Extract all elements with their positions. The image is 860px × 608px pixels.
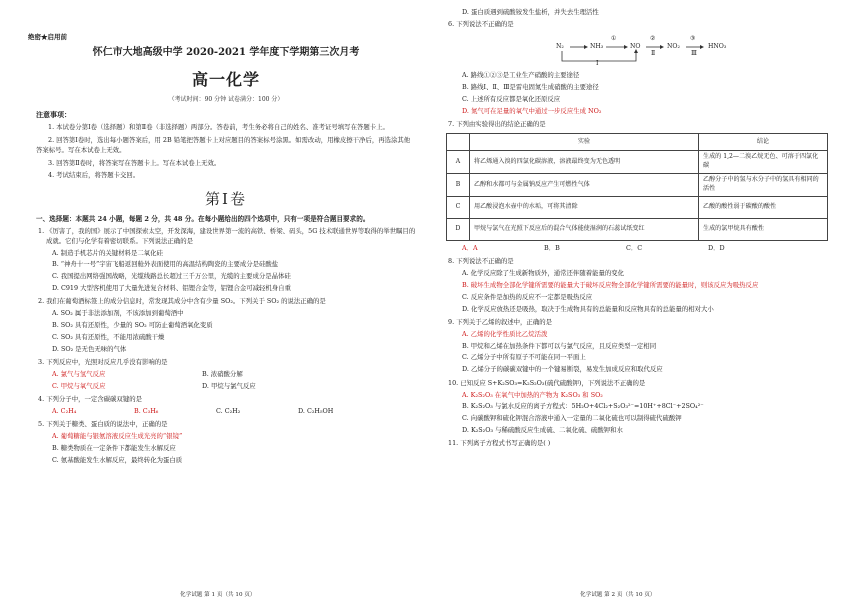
option-a: A．A bbox=[462, 243, 478, 252]
roman3-label: Ⅲ bbox=[691, 50, 697, 58]
question-2 bbox=[36, 297, 416, 354]
option-c: C．C bbox=[626, 243, 643, 252]
nh3-label: NH₃ bbox=[590, 43, 604, 51]
question-7 bbox=[446, 120, 830, 253]
option-d: D. SO₂ 是无色无味的气体 bbox=[52, 344, 127, 353]
option-a: A. K₂S₂O₃ 在氧气中加热的产物为 K₂SO₃ 和 SO₂ bbox=[462, 390, 603, 399]
question-5 bbox=[36, 420, 416, 465]
option-a: A. 化学反应除了生成新物质外，通常还伴随着能量的变化 bbox=[462, 268, 625, 277]
option-c: C. 甲烷与氧气反应 bbox=[52, 381, 106, 390]
question-10 bbox=[446, 379, 830, 436]
option-b: B. C₃H₆ bbox=[134, 407, 159, 416]
option-b: B. K₂S₂O₃ 与氯水反应的离子方程式：5H₂O+4Cl₂+S₂O₃²⁻=10H⁺+8Cl⁻+2SO₄²⁻ bbox=[462, 402, 704, 411]
table-corner bbox=[447, 134, 470, 151]
exam-title: 怀仁市大地高级中学 2020-2021 学年度下学期第三次月考 bbox=[92, 47, 360, 58]
question-stem: 9. 下列关于乙烯的叙述中，正确的是 bbox=[448, 317, 552, 326]
question-stem: 8. 下列说法不正确的是 bbox=[448, 257, 514, 266]
option-b: B. “神舟十一号”宇宙飞船返回舱外表面使用的高温结构陶瓷的主要成分是硅酸盐 bbox=[52, 260, 279, 269]
n2-label: N₂ bbox=[556, 43, 564, 51]
step3-label: ③ bbox=[690, 35, 696, 43]
no-label: NO bbox=[630, 43, 641, 51]
experiment-table bbox=[446, 133, 828, 240]
option-c: C. C₂H₂ bbox=[216, 407, 241, 416]
question-1 bbox=[36, 227, 416, 293]
option-c: C. 向碳酸钾和硫化钾混合溶液中通入一定量的二氧化硫也可以制得硫代硫酸钾 bbox=[462, 414, 682, 423]
question-stem: 4. 下列分子中，一定含碳碳双键的是 bbox=[38, 395, 142, 404]
roman2-label: Ⅱ bbox=[651, 50, 656, 58]
option-d: D. C₂H₅OH bbox=[298, 407, 334, 416]
option-c: C. 乙烯分子中所有原子不可能在同一平面上 bbox=[462, 353, 586, 362]
table-row: B 乙醇和水都可与金属钠反应产生可燃性气体 乙醇分子中的氢与水分子中的氢具有相同的活性 bbox=[447, 174, 828, 197]
table-header-experiment: 实验 bbox=[470, 134, 699, 151]
question-stem: 5. 下列关于糖类、蛋白质的说法中，正确的是 bbox=[38, 420, 168, 429]
option-a: A. 葡萄糖能与银氨溶液反应生成光亮的“银镜” bbox=[52, 432, 183, 441]
note-item: 1. 本试卷分第Ⅰ卷（选择题）和第Ⅱ卷（非选择题）两部分。答卷前，考生务必将自己的姓名、准考证号填写在答题卡上。 bbox=[48, 122, 389, 131]
question-9 bbox=[446, 318, 830, 375]
question-stem: 7. 下列由实验得出的结论正确的是 bbox=[448, 120, 546, 129]
option-a: A. 乙烯的化学性质比乙烷活泼 bbox=[462, 329, 548, 338]
question-stem: 6. 下列说法不正确的是 bbox=[448, 20, 514, 28]
option-a: A. SO₂ 属于非法添加剂，不该添加到葡萄酒中 bbox=[52, 309, 184, 318]
question-stem: 11. 下列离子方程式书写正确的是( ) bbox=[448, 439, 551, 448]
option-d: D. 乙烯分子的碳碳双键中的一个键易断裂，易发生加成反应和取代反应 bbox=[462, 365, 663, 374]
table-row: A 将乙烯通入溴的四氯化碳溶液，溶液最终变为无色透明 生成的 1,2—二溴乙烷无色、可溶于四氯化碳 bbox=[447, 151, 828, 174]
hno3-label: HNO₃ bbox=[708, 43, 727, 51]
page-footer: 化学试题 第 1 页（共 10 页） bbox=[180, 592, 256, 599]
question-stem: 1. 《厉害了，我的国》展示了中国探索太空，开发深海，建设世界第一流的高铁、桥梁、码头，5G 技术联通世界等取得的举世瞩目的成就。它们与化学有着密切联系。下列说法正确的是 bbox=[38, 227, 416, 245]
subject-title: 高一化学 bbox=[191, 69, 260, 89]
option-b: B. SO₂ 具有还原性，少量的 SO₂ 可防止葡萄酒氧化变质 bbox=[52, 321, 213, 330]
question-stem: 10. 已知反应 S+K₂SO₃=K₂S₂O₃(硫代硫酸钾)，下列说法不正确的是 bbox=[448, 378, 646, 387]
option-c: C. SO₂ 具有还原性，不能用浓硫酸干燥 bbox=[52, 333, 165, 342]
option-c: C. 上述所有反应都是氧化还原反应 bbox=[462, 95, 561, 104]
section-heading: 一、选择题：本题共 24 小题，每题 2 分，共 48 分。在每小题给出的四个选项中，只有一项是符合题目要求的。 bbox=[36, 215, 370, 224]
option-d: D. 甲烷与氯气反应 bbox=[202, 381, 256, 390]
option-b: B. 破坏生成物全部化学键所需要的能量大于破坏反应物全部化学键所需要的能量时，则该反应为吸热反应 bbox=[462, 280, 759, 289]
notes-heading: 注意事项： bbox=[36, 110, 71, 119]
page-footer: 化学试题 第 2 页（共 10 页） bbox=[580, 592, 656, 599]
option-b: B. 路线Ⅰ、Ⅱ、Ⅲ是雷电固氮生成硝酸的主要途径 bbox=[462, 83, 599, 92]
option-b: B. 浓硝酸分解 bbox=[202, 370, 243, 379]
option-c: C. 氨基酸能发生水解反应，最终转化为蛋白质 bbox=[52, 456, 183, 464]
option-a: A. 制造手机芯片的关键材料是二氧化硅 bbox=[52, 248, 163, 257]
option-d: D. K₂S₂O₃ 与稀硫酸反应生成硫、二氧化硫、硫酸钾和水 bbox=[462, 426, 623, 435]
option-d: D. C919 大型客机使用了大量先进复合材料、铝锂合金等，铝锂合金可减轻机身自重 bbox=[52, 284, 291, 293]
table-row: C 用乙酸浸泡水壶中的水垢，可将其清除 乙酸的酸性弱于碳酸的酸性 bbox=[447, 196, 828, 218]
option-d: D. 氮气可在足量的氧气中通过一步反应生成 NO₂ bbox=[462, 106, 602, 115]
table-row: D 甲烷与氯气在光照下反应后的混合气体能使湿润的石蕊试纸变红 生成的氯甲烷具有酸性 bbox=[447, 218, 828, 240]
option-a: A. 氯气与氢气反应 bbox=[52, 370, 106, 379]
option-c: C. 反应条件是加热的反应不一定都是吸热反应 bbox=[462, 292, 593, 301]
option-d: D. 化学反应放热还是吸热，取决于生成物具有的总能量和反应物具有的总能量的相对大小 bbox=[462, 304, 714, 313]
question-3 bbox=[36, 358, 416, 391]
nitrogen-scheme bbox=[556, 35, 746, 67]
roman1-label: Ⅰ bbox=[596, 60, 599, 68]
note-item: 2. 回答第Ⅰ卷时，选出每小题答案后，用 2B 铅笔把答题卡上对应题目的答案标号涂黑。如需改动，用橡皮擦干净后，再选涂其他答案标号。写在本试卷上无效。 bbox=[36, 135, 411, 154]
question-stem: 2. 我们在葡萄酒标签上的成分信息时，常发现其成分中含有少量 SO₂。下列关于 SO₂ 的说法正确的是 bbox=[38, 297, 326, 306]
option-d: D．D bbox=[708, 243, 725, 252]
option-d: D. 蛋白质遇到硫酸铵发生盐析，并失去生理活性 bbox=[462, 8, 599, 16]
secret-label: 绝密★启用前 bbox=[28, 33, 67, 41]
step1-label: ① bbox=[611, 35, 617, 43]
option-b: B. 糖类物质在一定条件下都能发生水解反应 bbox=[52, 444, 176, 453]
option-b: B．B bbox=[544, 243, 560, 252]
question-8 bbox=[446, 257, 830, 314]
option-c: C. 我国提出网络强国战略，光缆线路总长超过三千万公里，光缆的主要成分是晶体硅 bbox=[52, 272, 291, 281]
note-item: 4. 考试结束后，将答题卡交回。 bbox=[48, 171, 140, 180]
question-6 bbox=[446, 20, 830, 116]
question-11 bbox=[446, 439, 830, 448]
exam-info: （考试时间：90 分钟 试卷满分：100 分） bbox=[168, 95, 284, 103]
step2-label: ② bbox=[650, 35, 656, 43]
note-item: 3. 回答第Ⅱ卷时，将答案写在答题卡上。写在本试卷上无效。 bbox=[48, 158, 221, 167]
option-a: A. C₂H₄ bbox=[52, 407, 77, 416]
question-4 bbox=[36, 395, 416, 416]
option-b: B. 甲烷和乙烯在加热条件下都可以与氯气反应，且反应类型一定相同 bbox=[462, 341, 657, 350]
volume-heading: 第Ⅰ卷 bbox=[205, 190, 247, 209]
question-stem: 3. 下列反应中，光照对反应几乎没有影响的是 bbox=[38, 358, 168, 367]
option-a: A. 路线①②③是工业生产硝酸的主要途径 bbox=[462, 71, 580, 80]
page-right bbox=[430, 0, 860, 608]
no2-label: NO₂ bbox=[667, 43, 680, 51]
table-header-conclusion: 结论 bbox=[699, 134, 828, 151]
